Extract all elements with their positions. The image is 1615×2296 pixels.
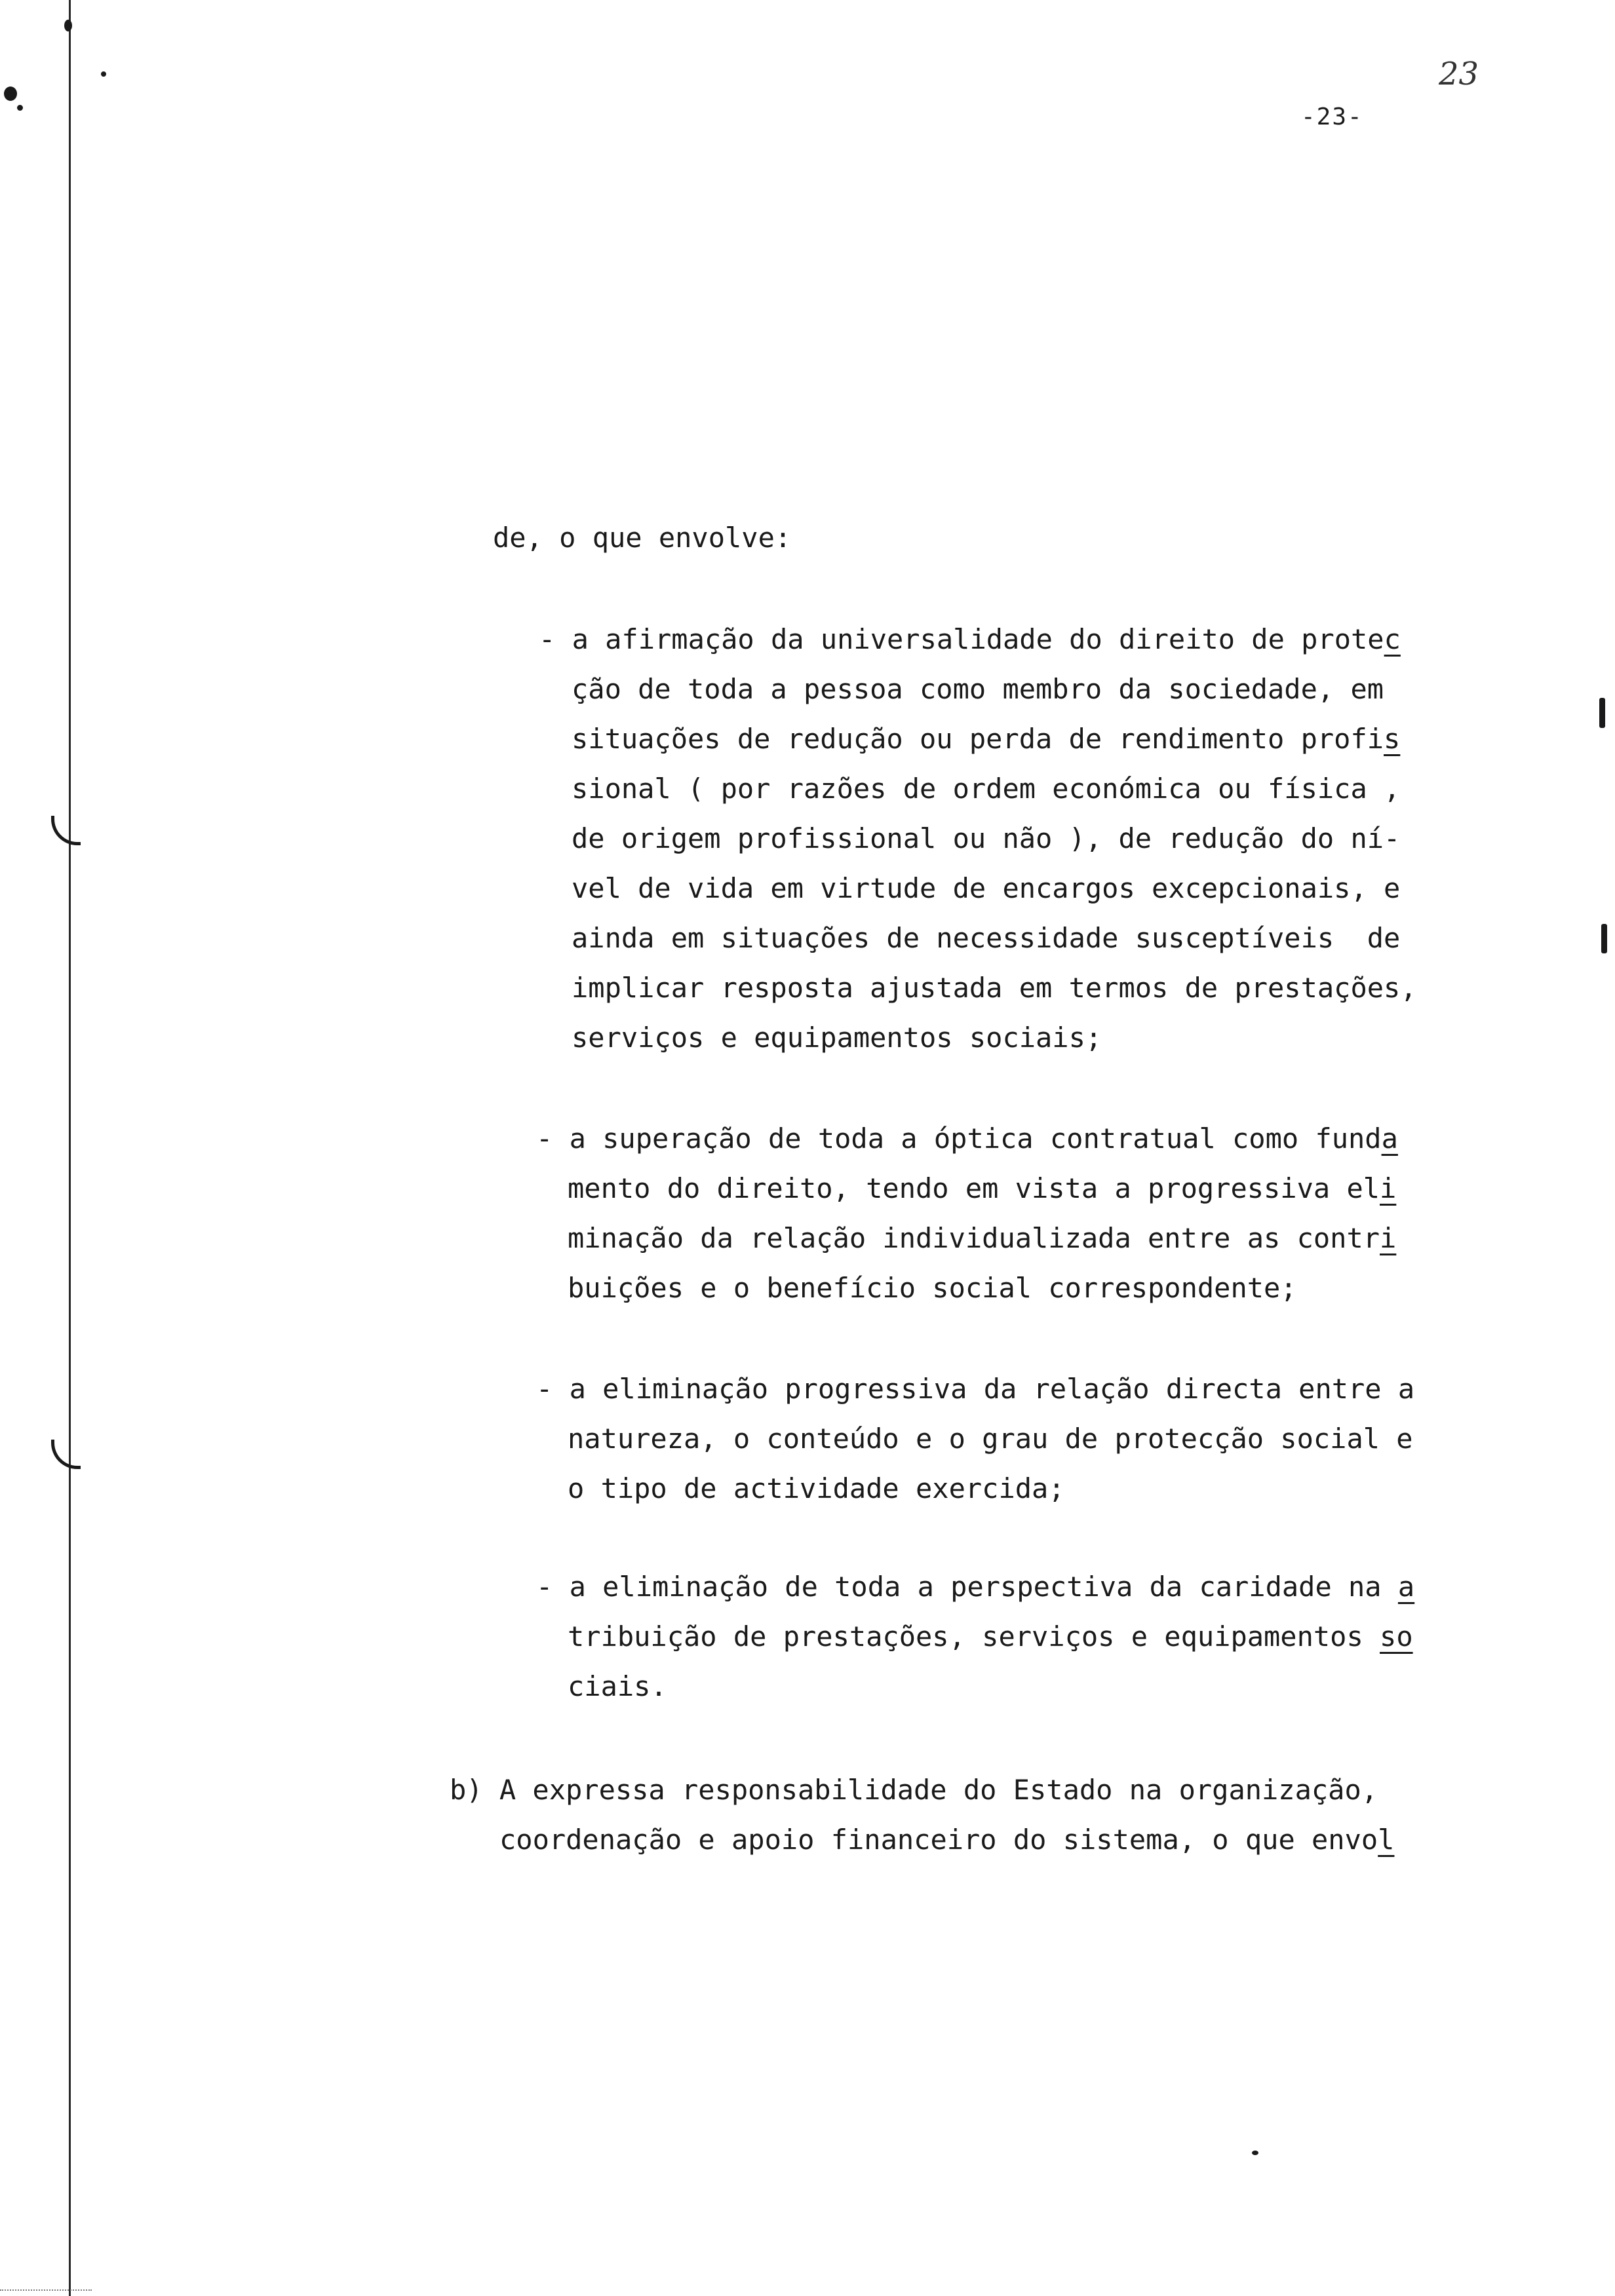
text-line: vel de vida em virtude de encargos excepcionais, e bbox=[572, 872, 1401, 904]
text-line: - a afirmação da universalidade do direito de protec bbox=[539, 623, 1401, 655]
binding-hole-mark bbox=[4, 86, 17, 101]
hyphenation-underline: c bbox=[1384, 623, 1401, 655]
scan-artifact-mark bbox=[1252, 2151, 1258, 2155]
text-line: - a eliminação de toda a perspectiva da caridade na a bbox=[536, 1571, 1415, 1603]
text-line: minação da relação individualizada entre as contri bbox=[568, 1222, 1397, 1254]
binding-hole-mark bbox=[101, 71, 106, 77]
text-line: de origem profissional ou não ), de redução do ní- bbox=[572, 822, 1401, 854]
binding-margin-line bbox=[69, 0, 71, 2296]
text-line: - a superação de toda a óptica contratual como funda bbox=[536, 1122, 1398, 1155]
hyphenation-underline: a bbox=[1397, 1571, 1415, 1603]
text-line: coordenação e apoio financeiro do sistema, o que envol bbox=[499, 1824, 1395, 1856]
hyphenation-underline: i bbox=[1380, 1222, 1397, 1254]
scan-bottom-edge bbox=[0, 2289, 92, 2292]
text-line: situações de redução ou perda de rendimento profis bbox=[572, 723, 1401, 755]
hyphenation-underline: i bbox=[1380, 1172, 1397, 1204]
binding-hole-mark bbox=[17, 105, 23, 111]
text-line: buições e o benefício social correspondente; bbox=[568, 1272, 1297, 1304]
page-number: -23- bbox=[1301, 104, 1363, 130]
text-line: natureza, o conteúdo e o grau de protecção social e bbox=[568, 1423, 1413, 1455]
binder-clip-mark bbox=[51, 816, 81, 845]
text-line: - a eliminação progressiva da relação directa entre a bbox=[536, 1373, 1415, 1405]
scan-artifact-mark bbox=[1599, 698, 1605, 728]
hyphenation-underline: a bbox=[1381, 1122, 1398, 1155]
binder-clip-mark bbox=[51, 1440, 81, 1469]
text-line: implicar resposta ajustada em termos de prestações, bbox=[572, 972, 1417, 1004]
text-line: o tipo de actividade exercida; bbox=[568, 1472, 1065, 1504]
scan-artifact-mark bbox=[1601, 924, 1607, 953]
text-line: ainda em situações de necessidade susceptíveis de bbox=[572, 922, 1401, 954]
hyphenation-underline: so bbox=[1380, 1620, 1413, 1653]
handwritten-page-number: 23 bbox=[1439, 56, 1479, 92]
text-line: ciais. bbox=[568, 1670, 667, 1702]
text-line: ção de toda a pessoa como membro da sociedade, em bbox=[572, 673, 1384, 705]
text-line: sional ( por razões de ordem económica ou física , bbox=[572, 773, 1401, 805]
text-line: tribuição de prestações, serviços e equipamentos so bbox=[568, 1620, 1413, 1653]
text-line: b) A expressa responsabilidade do Estado na organização, bbox=[450, 1774, 1378, 1806]
intro-line: de, o que envolve: bbox=[493, 522, 792, 554]
binding-hole-mark bbox=[64, 20, 72, 31]
hyphenation-underline: l bbox=[1378, 1824, 1395, 1856]
text-line: mento do direito, tendo em vista a progressiva eli bbox=[568, 1172, 1397, 1204]
hyphenation-underline: s bbox=[1384, 723, 1401, 755]
text-line: serviços e equipamentos sociais; bbox=[572, 1022, 1102, 1054]
